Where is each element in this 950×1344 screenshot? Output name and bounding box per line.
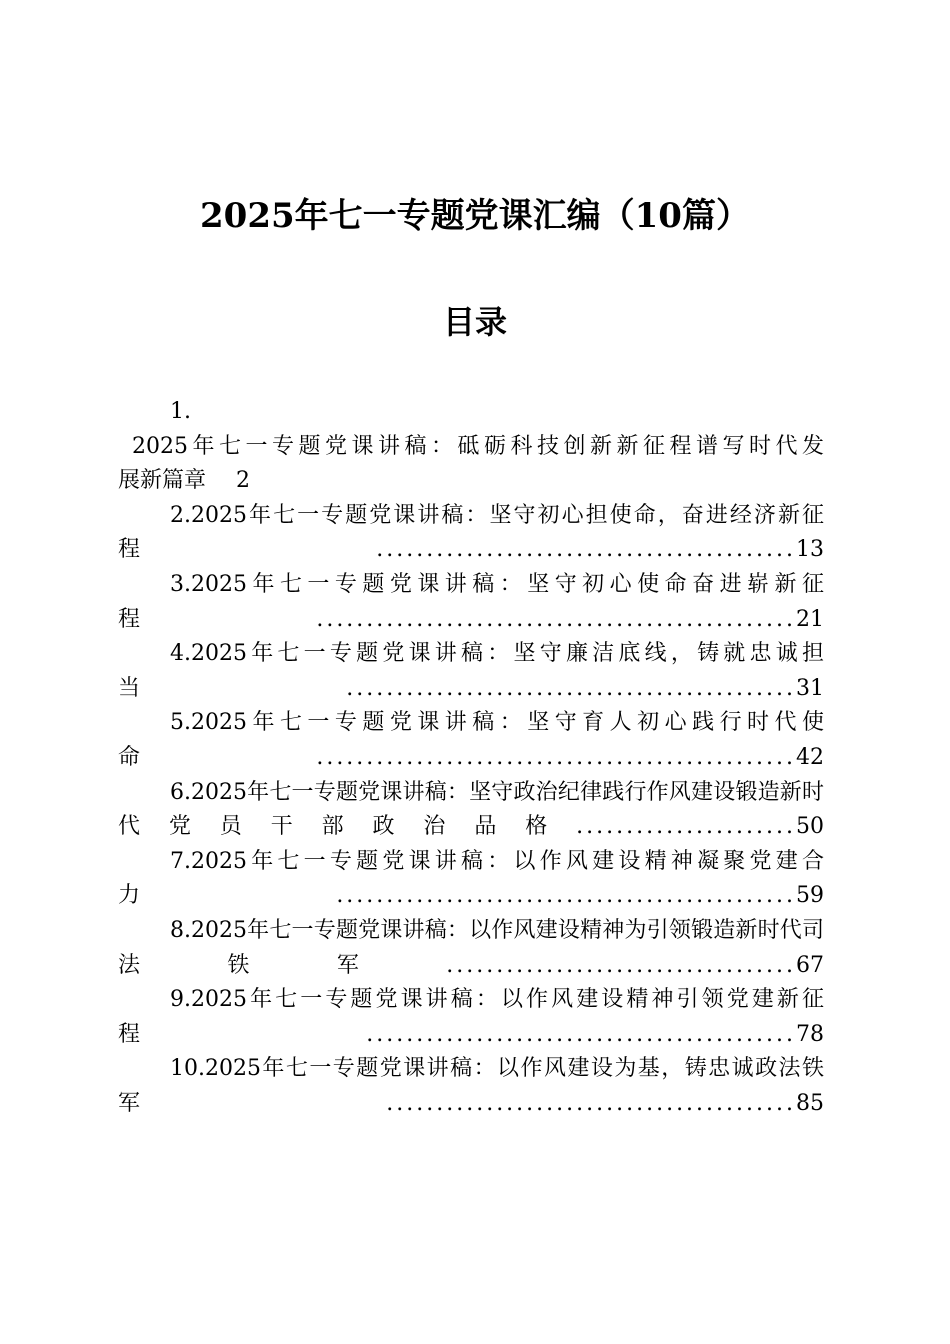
toc-entry-page: 13	[796, 537, 824, 563]
document-title: 2025年七一专题党课汇编（10篇）	[200, 196, 750, 236]
toc-list	[118, 499, 824, 1122]
toc-entry-page: 85	[796, 1090, 824, 1116]
toc-entry-leader-dots: .............................................	[346, 675, 796, 701]
toc-entry-leader-dots: ..........................................	[376, 537, 796, 563]
toc-entry-title: 4.2025年七一专题党课讲稿：坚守廉洁底线，铸就忠诚担当	[118, 641, 824, 701]
toc-entry[interactable]	[118, 776, 824, 845]
toc-entry-page: 42	[796, 744, 824, 770]
toc-entry[interactable]	[118, 568, 824, 637]
toc-entry-page: 2	[236, 468, 251, 494]
toc-entry-leader-dots: .........................................	[386, 1090, 796, 1116]
toc-entry-title: 8.2025年七一专题党课讲稿：以作风建设精神为引领锻造新时代司法铁军	[118, 917, 824, 978]
toc-entry-leader-dots: ................................................	[316, 744, 796, 770]
toc-heading: 目录	[442, 303, 507, 341]
toc-entry[interactable]	[118, 1052, 824, 1121]
toc-entry-title-tail: 展新篇章	[118, 468, 207, 494]
toc-entry-title: 2.2025年七一专题党课讲稿：坚守初心担使命，奋进经济新征程	[118, 502, 824, 563]
toc-entry-title: 3.2025年七一专题党课讲稿：坚守初心使命奋进崭新征程	[118, 571, 824, 632]
toc-entry-page: 31	[796, 675, 824, 701]
toc-entry-page: 21	[796, 606, 824, 632]
toc-entry-page: 50	[796, 814, 824, 840]
toc-entry[interactable]	[118, 845, 824, 914]
toc-entry-title: 9.2025年七一专题党课讲稿：以作风建设精神引领党建新征程	[118, 987, 824, 1047]
toc-entry[interactable]	[118, 914, 824, 983]
toc-entry-leader-dots: ..............................................	[336, 883, 796, 909]
toc-entry-title: 10.2025年七一专题党课讲稿：以作风建设为基，铸忠诚政法铁军	[118, 1056, 824, 1116]
toc-entry[interactable]	[118, 637, 824, 706]
toc-entry-title: 5.2025年七一专题党课讲稿：坚守育人初心践行时代使命	[118, 710, 824, 770]
toc-entry-leader-dots: ......................	[576, 814, 796, 840]
toc-entry[interactable]	[118, 983, 824, 1052]
toc-entry-title: 2025年七一专题党课讲稿：砥砺科技创新新征程谱写时代发	[132, 433, 824, 459]
toc-entry-leader-dots: ...................................	[446, 952, 796, 978]
toc-entry-number: 1.	[170, 399, 191, 424]
toc-entry-title-tail-line	[118, 464, 824, 499]
toc-entry-leader-dots: ...........................................	[366, 1021, 796, 1047]
toc-entry[interactable]	[118, 499, 824, 568]
toc-entry-title: 6.2025年七一专题党课讲稿：坚守政治纪律践行作风建设锻造新时代党员干部政治品格	[118, 779, 824, 840]
toc-entry-leader-dots: ................................................	[316, 606, 796, 632]
toc-entry-page: 67	[796, 952, 824, 978]
table-of-contents	[118, 395, 824, 1121]
toc-entry-title: 7.2025年七一专题党课讲稿：以作风建设精神凝聚党建合力	[118, 848, 824, 909]
toc-entry[interactable]	[118, 706, 824, 775]
toc-entry-page: 78	[796, 1021, 824, 1047]
toc-entry-page: 59	[796, 883, 824, 909]
toc-entry[interactable]	[118, 395, 824, 499]
